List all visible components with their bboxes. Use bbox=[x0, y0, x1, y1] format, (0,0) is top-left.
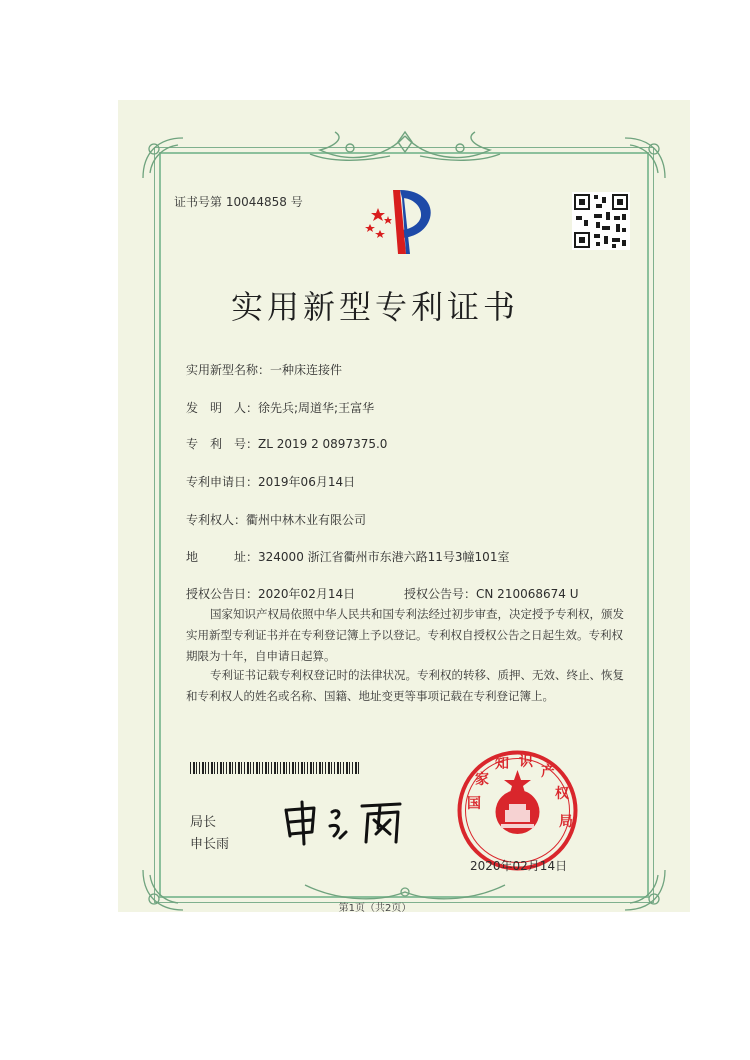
field-label: 发 明 人： bbox=[186, 401, 259, 415]
field-label: 地 址： bbox=[186, 550, 259, 564]
svg-text:识: 识 bbox=[519, 754, 533, 770]
field-value: 衢州中林木业有限公司 bbox=[246, 513, 367, 527]
certificate-title: 实用新型专利证书 bbox=[230, 288, 519, 326]
signature-name: 申长雨 bbox=[190, 837, 230, 852]
svg-text:局: 局 bbox=[559, 814, 573, 830]
seal-date: 2020年02月14日 bbox=[470, 859, 568, 873]
field-value: 徐先兵;周道华;王富华 bbox=[258, 401, 375, 415]
field-patent-number bbox=[186, 435, 387, 452]
svg-text:国: 国 bbox=[467, 796, 481, 812]
field-label: 实用新型名称： bbox=[186, 363, 271, 377]
field-value: 2019年06月14日 bbox=[258, 475, 356, 489]
certificate-number bbox=[174, 193, 303, 210]
barcode bbox=[190, 762, 360, 774]
field-label: 专利权人： bbox=[186, 513, 247, 527]
corner-ornament-top-right-icon bbox=[620, 133, 670, 183]
certificate-number-value: 10044858 bbox=[225, 195, 287, 209]
body-paragraph: 国家知识产权局依照中华人民共和国专利法经过初步审查，决定授予专利权，颁发实用新型专利证书并在专利登记簿上予以登记。专利权自授权公告之日起生效。专利权期限为十年，自申请日起算。 bbox=[186, 607, 624, 663]
svg-text:产: 产 bbox=[541, 764, 555, 780]
page-footer: 第1页（共2页） bbox=[338, 903, 412, 914]
field-application-date bbox=[186, 473, 355, 490]
patent-office-logo-icon bbox=[360, 186, 440, 256]
qr-code-icon bbox=[572, 192, 630, 250]
certificate-number-label: 证书号第 bbox=[174, 195, 223, 209]
field-label: 授权公告日： bbox=[186, 587, 259, 601]
field-grant-number bbox=[404, 585, 579, 602]
certificate-number-suffix: 号 bbox=[290, 195, 303, 209]
svg-text:知: 知 bbox=[495, 756, 509, 772]
official-seal-icon bbox=[455, 748, 580, 873]
handwritten-signature-icon bbox=[280, 798, 410, 848]
corner-ornament-top-left-icon bbox=[138, 133, 188, 183]
field-patentee bbox=[186, 511, 366, 528]
svg-text:权: 权 bbox=[555, 786, 569, 802]
field-address bbox=[186, 548, 509, 565]
field-label: 授权公告号： bbox=[404, 587, 477, 601]
field-value: CN 210068674 U bbox=[476, 587, 579, 601]
field-value: ZL 2019 2 0897375.0 bbox=[258, 437, 388, 451]
field-value: 一种床连接件 bbox=[270, 363, 343, 377]
field-label: 专利申请日： bbox=[186, 475, 259, 489]
field-utility-model-name bbox=[186, 361, 342, 378]
body-paragraph: 专利证书记载专利权登记时的法律状况。专利权的转移、质押、无效、终止、恢复和专利权人的姓名或名称、国籍、地址变更等事项记载在专利登记簿上。 bbox=[186, 668, 624, 703]
field-inventors bbox=[186, 399, 374, 416]
svg-text:家: 家 bbox=[475, 772, 489, 788]
signature-title: 局长 bbox=[190, 815, 217, 830]
top-ornament-icon bbox=[290, 128, 520, 168]
field-label: 专 利 号： bbox=[186, 437, 259, 451]
field-value: 324000 浙江省衢州市东港六路11号3幢101室 bbox=[258, 550, 510, 564]
field-value: 2020年02月14日 bbox=[258, 587, 356, 601]
field-grant-date bbox=[186, 585, 355, 602]
